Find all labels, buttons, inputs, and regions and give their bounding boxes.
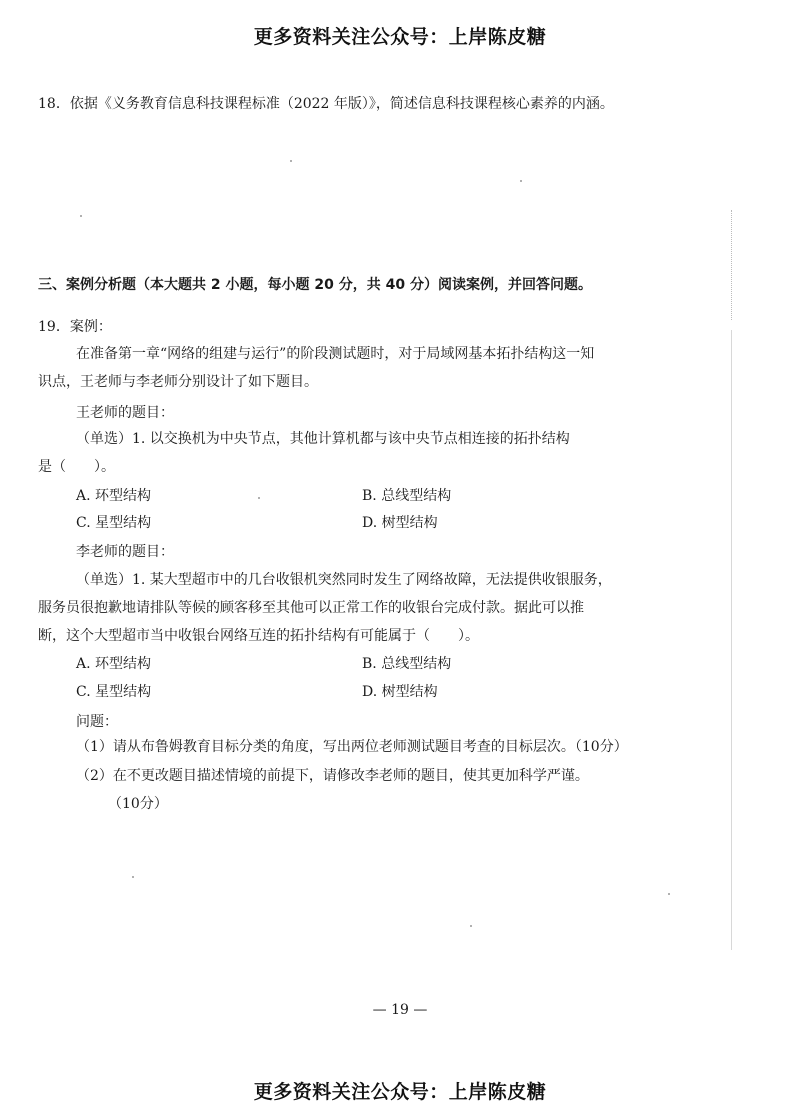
li-question-title: 李老师的题目：: [76, 544, 174, 560]
li-option-d: D. 树型结构: [362, 684, 438, 700]
scan-margin-line: [731, 330, 733, 950]
wang-question-line-1: （单选）1. 以交换机为中央节点，其他计算机都与该中央节点相连接的拓扑结构: [76, 431, 570, 447]
li-option-c: C. 星型结构: [76, 684, 152, 700]
scan-margin-mark: [731, 210, 733, 320]
question-18: 18．依据《义务教育信息科技课程标准（2022 年版）》，简述信息科技课程核心素养的内涵。: [38, 96, 614, 112]
question-19-label: 19．案例：: [38, 319, 112, 335]
scan-speck: [668, 893, 670, 895]
li-question-line-2: 服务员很抱歉地请排队等候的顾客移至其他可以正常工作的收银台完成付款。据此可以推: [38, 600, 584, 616]
wang-question-title: 王老师的题目：: [76, 405, 174, 421]
scan-speck: [80, 215, 82, 217]
wang-option-c: C. 星型结构: [76, 515, 152, 531]
case-intro-line-1: 在准备第一章“网络的组建与运行”的阶段测试题时，对于局域网基本拓扑结构这一知: [76, 346, 595, 362]
section-3-heading: 三、案例分析题（本大题共 2 小题，每小题 20 分，共 40 分）阅读案例，并回答问题。: [38, 277, 592, 293]
li-question-line-1: （单选）1. 某大型超市中的几台收银机突然同时发生了网络故障，无法提供收银服务，: [76, 572, 612, 588]
wang-option-a: A. 环型结构: [76, 488, 152, 504]
scan-speck: [258, 497, 260, 499]
li-option-b: B. 总线型结构: [362, 656, 452, 672]
page-number: — 19 —: [372, 1002, 428, 1018]
li-option-a: A. 环型结构: [76, 656, 152, 672]
li-question-line-3: 断，这个大型超市当中收银台网络互连的拓扑结构有可能属于（ ）。: [38, 628, 479, 644]
wang-question-line-2: 是（ ）。: [38, 459, 115, 475]
wang-option-d: D. 树型结构: [362, 515, 438, 531]
footer-banner: 更多资料关注公众号：上岸陈皮糖: [253, 1081, 547, 1103]
scan-speck: [470, 925, 472, 927]
question-part-2-line-2: （10分）: [108, 796, 168, 812]
wang-option-b: B. 总线型结构: [362, 488, 452, 504]
scan-speck: [290, 160, 292, 162]
case-intro-line-2: 识点，王老师与李老师分别设计了如下题目。: [38, 374, 318, 390]
scan-speck: [520, 180, 522, 182]
questions-label: 问题：: [76, 714, 118, 730]
question-part-2-line-1: （2）在不更改题目描述情境的前提下，请修改李老师的题目，使其更加科学严谨。: [76, 768, 589, 784]
question-part-1: （1）请从布鲁姆教育目标分类的角度，写出两位老师测试题目考查的目标层次。（10分）: [76, 739, 628, 755]
header-banner: 更多资料关注公众号：上岸陈皮糖: [253, 26, 547, 48]
scan-speck: [132, 876, 134, 878]
